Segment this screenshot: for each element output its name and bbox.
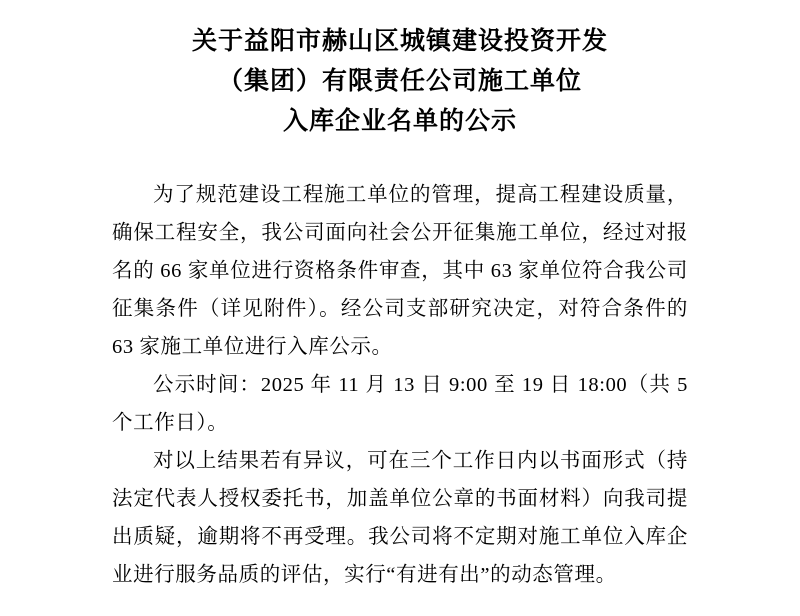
paragraph-3: 对以上结果若有异议，可在三个工作日内以书面形式（持法定代表人授权委托书，加盖单位公章的书面材料）向我司提出质疑，逾期将不再受理。我公司将不定期对施工单位入库企业进行服务品质的评估，实行“有进有出”的动态管理。 — [112, 450, 688, 586]
page-title-line-1: 关于益阳市赫山区城镇建设投资开发 — [191, 28, 608, 55]
document-body — [112, 176, 688, 594]
paragraph-2: 公示时间：2025 年 11 月 13 日 9:00 至 19 日 18:00（共 5 个工作日）。 — [112, 374, 688, 434]
page-title-line-3: 入库企业名单的公示 — [282, 108, 517, 135]
page-title-line-2: （集团）有限责任公司施工单位 — [217, 68, 582, 95]
paragraph-1: 为了规范建设工程施工单位的管理，提高工程建设质量，确保工程安全，我公司面向社会公开征集施工单位，经过对报名的 66 家单位进行资格条件审查，其中 63 家单位符合我公司征集条件（详见附件）。经公司支部研究决定，对符合条件的 63 家施工单位进行入库公示。 — [112, 184, 688, 358]
page-title — [112, 14, 688, 142]
